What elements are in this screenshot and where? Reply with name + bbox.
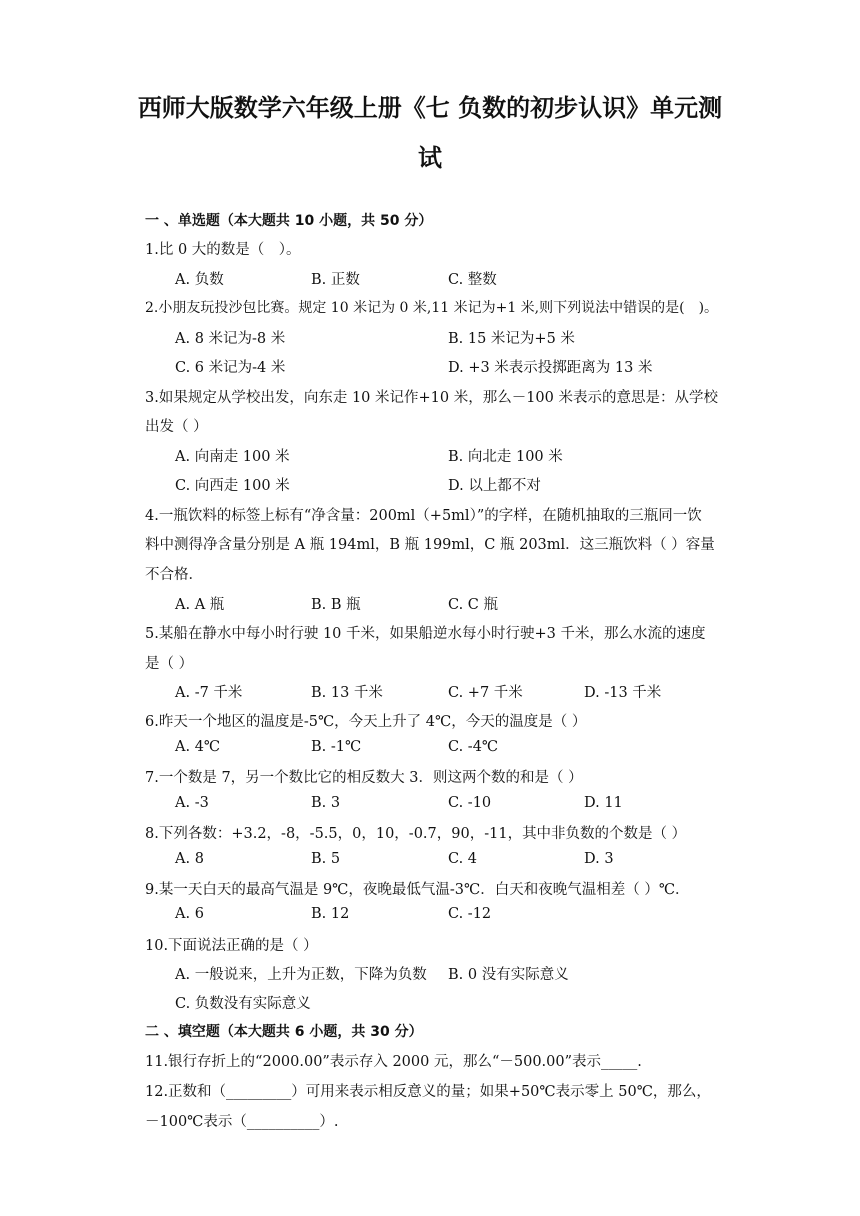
- section-heading-single-choice: 一 、单选题（本大题共 10 小题，共 50 分）: [145, 213, 433, 229]
- question-4-option-b: B. B 瓶: [311, 597, 361, 613]
- question-7-stem: 7.一个数是 7，另一个数比它的相反数大 3．则这两个数的和是（ ）: [145, 770, 583, 786]
- question-10-option-a: A. 一般说来，上升为正数，下降为负数: [175, 967, 427, 983]
- question-4-option-a: A. A 瓶: [175, 597, 225, 613]
- question-7-option-c: C. -10: [448, 795, 492, 811]
- question-11-stem: 11.银行存折上的“2000.00”表示存入 2000 元，那么“－500.00”表示_____.: [145, 1054, 642, 1070]
- question-4-stem: 4.一瓶饮料的标签上标有“净含量：200ml（+5ml）”的字样，在随机抽取的三瓶同一饮: [145, 508, 702, 524]
- question-1-option-a: A. 负数: [175, 272, 224, 288]
- page-title: 西师大版数学六年级上册《七 负数的初步认识》单元测: [137, 94, 723, 122]
- question-5-option-c: C. +7 千米: [448, 685, 523, 701]
- question-9-stem: 9.某一天白天的最高气温是 9℃，夜晚最低气温-3℃．白天和夜晚气温相差（ ）℃．: [145, 882, 690, 898]
- question-1-option-c: C. 整数: [448, 272, 497, 288]
- question-2-option-d: D. +3 米表示投掷距离为 13 米: [448, 360, 653, 376]
- question-9-option-b: B. 12: [311, 906, 350, 922]
- question-3-option-b: B. 向北走 100 米: [448, 449, 563, 465]
- question-3-option-a: A. 向南走 100 米: [175, 449, 290, 465]
- question-6-option-a: A. 4℃: [175, 739, 221, 755]
- question-7-option-d: D. 11: [584, 795, 623, 811]
- question-12-stem: 12.正数和（_________）可用来表示相反意义的量；如果+50℃表示零上 50℃，那么，: [145, 1084, 711, 1100]
- question-5-option-a: A. -7 千米: [175, 685, 243, 701]
- question-7-option-b: B. 3: [311, 795, 341, 811]
- question-3-stem: 3.如果规定从学校出发，向东走 10 米记作+10 米，那么－100 米表示的意思是：从学校: [145, 390, 718, 406]
- question-10-option-c: C. 负数没有实际意义: [175, 996, 311, 1012]
- question-3-option-d: D. 以上都不对: [448, 478, 541, 494]
- question-7-option-a: A. -3: [175, 795, 209, 811]
- question-6-option-c: C. -4℃: [448, 739, 499, 755]
- question-4-option-c: C. C 瓶: [448, 597, 498, 613]
- page-title-continued: 试: [418, 144, 442, 172]
- question-6-stem: 6.昨天一个地区的温度是-5℃，今天上升了 4℃，今天的温度是（ ）: [145, 714, 587, 730]
- question-3-option-c: C. 向西走 100 米: [175, 478, 290, 494]
- question-8-option-b: B. 5: [311, 851, 341, 867]
- question-4-stem-line-2: 料中测得净含量分别是 A 瓶 194ml，B 瓶 199ml，C 瓶 203ml．这三瓶饮料（ ）容量: [145, 537, 715, 553]
- question-9-option-c: C. -12: [448, 906, 492, 922]
- question-5-option-d: D. -13 千米: [584, 685, 662, 701]
- question-2-stem: 2.小朋友玩投沙包比赛。规定 10 米记为 0 米,11 米记为+1 米,则下列说法中错误的是( )。: [145, 300, 719, 316]
- question-8-option-d: D. 3: [584, 851, 614, 867]
- question-1-stem: 1.比 0 大的数是（ ）。: [145, 242, 301, 258]
- question-10-stem: 10.下面说法正确的是（ ）: [145, 938, 318, 954]
- question-6-option-b: B. -1℃: [311, 739, 362, 755]
- question-5-stem: 5.某船在静水中每小时行驶 10 千米，如果船逆水每小时行驶+3 千米，那么水流的速度: [145, 626, 706, 642]
- question-10-option-b: B. 0 没有实际意义: [448, 967, 569, 983]
- question-1-option-b: B. 正数: [311, 272, 360, 288]
- question-4-stem-line-3: 不合格．: [145, 567, 203, 583]
- question-2-option-a: A. 8 米记为-8 米: [175, 331, 286, 347]
- question-5-stem-continued: 是（ ）: [145, 656, 194, 672]
- question-8-option-a: A. 8: [175, 851, 204, 867]
- section-heading-fill-in: 二 、填空题（本大题共 6 小题，共 30 分）: [145, 1024, 423, 1040]
- question-2-option-b: B. 15 米记为+5 米: [448, 331, 575, 347]
- question-3-stem-continued: 出发（ ）: [145, 419, 208, 435]
- question-5-option-b: B. 13 千米: [311, 685, 383, 701]
- question-8-stem: 8.下列各数：+3.2，-8，-5.5，0，10，-0.7，90，-11，其中非负数的个数是（ ）: [145, 826, 687, 842]
- question-2-option-c: C. 6 米记为-4 米: [175, 360, 286, 376]
- question-9-option-a: A. 6: [175, 906, 204, 922]
- question-12-stem-continued: －100℃表示（__________）.: [145, 1114, 339, 1130]
- question-8-option-c: C. 4: [448, 851, 478, 867]
